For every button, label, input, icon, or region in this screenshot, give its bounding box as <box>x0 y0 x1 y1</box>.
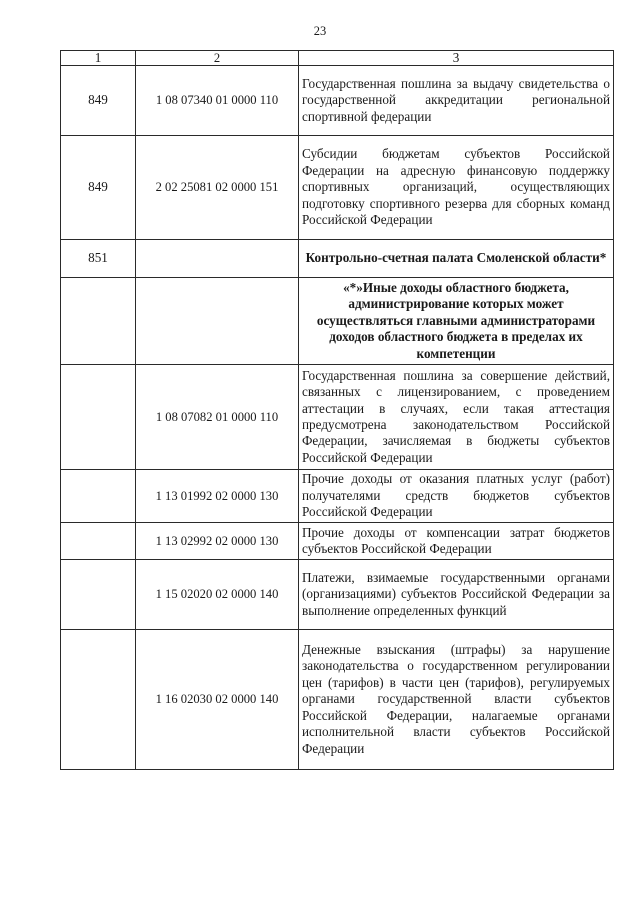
table-row <box>61 470 614 523</box>
description-cell: Государственная пошлина за выдачу свидетельства о государственной аккредитации региональной спортивной федерации <box>299 66 614 136</box>
table-row <box>61 66 614 136</box>
admin-code-cell <box>61 523 136 560</box>
description-cell: Субсидии бюджетам субъектов Российской Федерации на адресную финансовую поддержку спортивных организаций, осуществляющих подготовку спортивного резерва для сборных команд Российской Федерации <box>299 136 614 240</box>
table-row <box>61 630 614 770</box>
kbk-code-cell <box>136 240 299 278</box>
description-cell: Денежные взыскания (штрафы) за нарушение законодательства о государственном регулировании цен (тарифов) в части цен (тарифов), регулируемых органами государственной власти субъектов Российской Федерации, налагаемые органами исполнительной власти субъектов Российской Федерации <box>299 630 614 770</box>
kbk-code-cell <box>136 278 299 365</box>
table-row <box>61 278 614 365</box>
table-row <box>61 365 614 470</box>
column-header-1: 1 <box>61 51 136 66</box>
admin-code-cell <box>61 560 136 630</box>
table-row <box>61 136 614 240</box>
admin-code-cell: 849 <box>61 136 136 240</box>
kbk-code-cell: 1 13 01992 02 0000 130 <box>136 470 299 523</box>
kbk-code-cell: 1 08 07340 01 0000 110 <box>136 66 299 136</box>
page-number: 23 <box>313 24 327 38</box>
admin-code-cell <box>61 278 136 365</box>
column-header-3: 3 <box>299 51 614 66</box>
table-row <box>61 240 614 278</box>
kbk-code-cell: 1 08 07082 01 0000 110 <box>136 365 299 470</box>
section-heading-cell: «*»Иные доходы областного бюджета, администрирование которых может осуществляться главными администраторами доходов областного бюджета в пределах их компетенции <box>299 278 614 365</box>
description-cell: Прочие доходы от оказания платных услуг (работ) получателями средств бюджетов субъектов Российской Федерации <box>299 470 614 523</box>
kbk-code-cell: 1 15 02020 02 0000 140 <box>136 560 299 630</box>
kbk-code-cell: 2 02 25081 02 0000 151 <box>136 136 299 240</box>
column-header-2: 2 <box>136 51 299 66</box>
description-cell: Государственная пошлина за совершение действий, связанных с лицензированием, с проведением аттестации в случаях, если такая аттестация предусмотрена законодательством Российской Федерации, зачисляемая в бюджеты субъектов Российской Федерации <box>299 365 614 470</box>
table-header-row <box>61 51 614 66</box>
admin-code-cell: 849 <box>61 66 136 136</box>
section-heading-cell: Контрольно-счетная палата Смоленской области* <box>299 240 614 278</box>
admin-code-cell <box>61 470 136 523</box>
admin-code-cell <box>61 630 136 770</box>
admin-code-cell <box>61 365 136 470</box>
description-cell: Платежи, взимаемые государственными органами (организациями) субъектов Российской Федерации за выполнение определенных функций <box>299 560 614 630</box>
kbk-code-cell: 1 16 02030 02 0000 140 <box>136 630 299 770</box>
admin-code-cell: 851 <box>61 240 136 278</box>
budget-codes-table <box>60 50 614 770</box>
description-cell: Прочие доходы от компенсации затрат бюджетов субъектов Российской Федерации <box>299 523 614 560</box>
kbk-code-cell: 1 13 02992 02 0000 130 <box>136 523 299 560</box>
table-row <box>61 560 614 630</box>
table-row <box>61 523 614 560</box>
